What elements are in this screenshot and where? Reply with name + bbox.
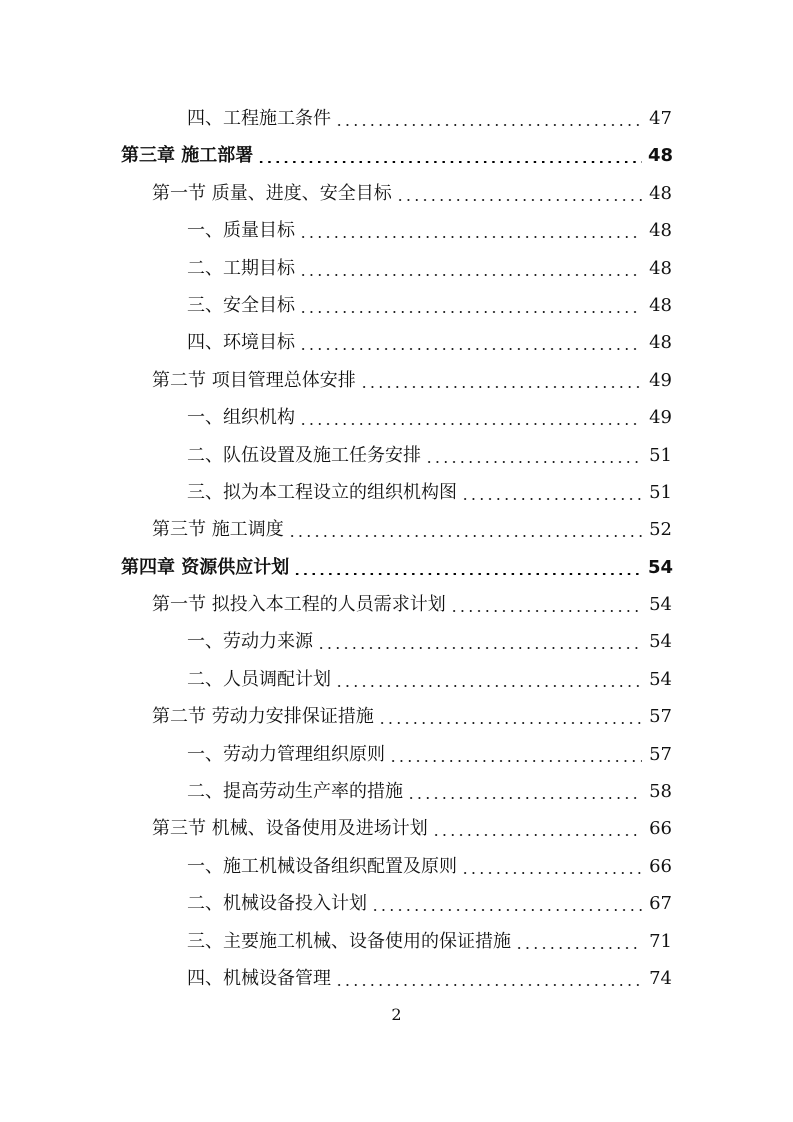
toc-subsection-entry[interactable]: [0, 661, 793, 698]
toc-entry-page: 57: [649, 743, 672, 765]
toc-entry-page: 58: [649, 781, 672, 803]
toc-entry-page: 48: [649, 294, 672, 316]
toc-subsection-entry[interactable]: [0, 474, 793, 511]
toc-entry-label: 一、施工机械设备组织配置及原则: [187, 855, 457, 877]
toc-entry-page: 54: [649, 631, 672, 653]
page-number: 2: [391, 1005, 402, 1024]
toc-entry-page: 57: [649, 706, 672, 728]
toc-entry-label: 第三节 机械、设备使用及进场计划: [152, 818, 428, 840]
toc-entry-label: 第一节 拟投入本工程的人员需求计划: [152, 594, 446, 616]
toc-entry-page: 54: [649, 594, 672, 616]
toc-entry-page: 47: [649, 108, 672, 129]
toc-entry-page: 66: [649, 818, 672, 840]
toc-entry-label: 三、拟为本工程设立的组织机构图: [187, 481, 457, 503]
toc-entry-page: 48: [649, 257, 672, 279]
toc-subsection-entry[interactable]: [0, 773, 793, 810]
toc-subsection-entry[interactable]: [0, 885, 793, 922]
dot-leader: [335, 960, 642, 997]
toc-entry-label: 二、工期目标: [187, 257, 295, 279]
dot-leader: [293, 549, 642, 586]
dot-leader: [299, 324, 642, 361]
dot-leader: [317, 623, 642, 660]
toc-entry-label: 三、安全目标: [187, 294, 295, 316]
toc-section-entry[interactable]: [0, 511, 793, 548]
toc-subsection-entry[interactable]: [0, 250, 793, 287]
dot-leader: [288, 511, 642, 548]
toc-subsection-entry[interactable]: [0, 923, 793, 960]
dot-leader: [407, 773, 642, 810]
dot-leader: [360, 362, 642, 399]
toc-entry-label: 一、组织机构: [187, 407, 295, 429]
toc-entry-page: 48: [648, 145, 674, 167]
toc-entry-label: 第三节 施工调度: [152, 519, 284, 541]
toc-subsection-entry[interactable]: [0, 324, 793, 361]
toc-entry-label: 第二节 劳动力安排保证措施: [152, 706, 374, 728]
toc-subsection-entry[interactable]: [0, 399, 793, 436]
toc-chapter-entry[interactable]: [0, 549, 793, 586]
toc-section-entry[interactable]: [0, 586, 793, 623]
toc-subsection-entry[interactable]: [0, 212, 793, 249]
dot-leader: [450, 586, 642, 623]
toc-entry-page: 51: [649, 444, 672, 466]
toc-entry-page: 66: [649, 855, 672, 877]
dot-leader: [299, 250, 642, 287]
dot-leader: [257, 137, 642, 174]
dot-leader: [335, 100, 642, 137]
toc-entry-page: 54: [648, 556, 674, 578]
toc-entry-page: 52: [649, 519, 672, 541]
toc-entry-page: 49: [649, 369, 672, 391]
table-of-contents: [0, 100, 793, 997]
toc-subsection-entry[interactable]: [0, 437, 793, 474]
toc-entry-page: 54: [649, 668, 672, 690]
toc-entry-page: 67: [649, 893, 672, 915]
toc-entry-page: 74: [649, 967, 672, 989]
toc-entry-page: 49: [649, 407, 672, 429]
toc-entry-label: 一、质量目标: [187, 220, 295, 242]
toc-section-entry[interactable]: [0, 810, 793, 847]
dot-leader: [396, 175, 642, 212]
dot-leader: [425, 437, 642, 474]
toc-subsection-entry[interactable]: [0, 287, 793, 324]
dot-leader: [515, 923, 642, 960]
toc-section-entry[interactable]: [0, 362, 793, 399]
toc-entry-label: 三、主要施工机械、设备使用的保证措施: [187, 930, 511, 952]
toc-entry-page: 51: [649, 481, 672, 503]
toc-entry-label: 第四章 资源供应计划: [121, 556, 290, 578]
toc-entry-label: 第一节 质量、进度、安全目标: [152, 182, 392, 204]
toc-entry-page: 48: [649, 332, 672, 354]
toc-subsection-entry[interactable]: [0, 848, 793, 885]
toc-subsection-entry[interactable]: [0, 100, 793, 137]
dot-leader: [378, 698, 642, 735]
dot-leader: [461, 474, 642, 511]
toc-entry-label: 第三章 施工部署: [121, 145, 254, 167]
toc-subsection-entry[interactable]: [0, 623, 793, 660]
dot-leader: [299, 287, 642, 324]
toc-entry-page: 48: [649, 220, 672, 242]
toc-entry-label: 四、机械设备管理: [187, 967, 331, 989]
toc-entry-label: 一、劳动力管理组织原则: [187, 743, 385, 765]
toc-entry-label: 一、劳动力来源: [187, 631, 313, 653]
toc-entry-page: 71: [649, 930, 672, 952]
toc-entry-label: 二、机械设备投入计划: [187, 893, 367, 915]
toc-entry-page: 48: [649, 182, 672, 204]
toc-entry-label: 四、工程施工条件: [187, 108, 331, 129]
toc-entry-label: 四、环境目标: [187, 332, 295, 354]
dot-leader: [389, 736, 642, 773]
toc-subsection-entry[interactable]: [0, 736, 793, 773]
toc-entry-label: 二、提高劳动生产率的措施: [187, 781, 403, 803]
toc-section-entry[interactable]: [0, 175, 793, 212]
dot-leader: [299, 212, 642, 249]
dot-leader: [335, 661, 642, 698]
dot-leader: [371, 885, 642, 922]
toc-entry-label: 二、人员调配计划: [187, 668, 331, 690]
toc-entry-label: 二、队伍设置及施工任务安排: [187, 444, 421, 466]
dot-leader: [299, 399, 642, 436]
toc-entry-label: 第二节 项目管理总体安排: [152, 369, 356, 391]
dot-leader: [432, 810, 642, 847]
toc-section-entry[interactable]: [0, 698, 793, 735]
dot-leader: [461, 848, 642, 885]
toc-chapter-entry[interactable]: [0, 137, 793, 174]
toc-subsection-entry[interactable]: [0, 960, 793, 997]
